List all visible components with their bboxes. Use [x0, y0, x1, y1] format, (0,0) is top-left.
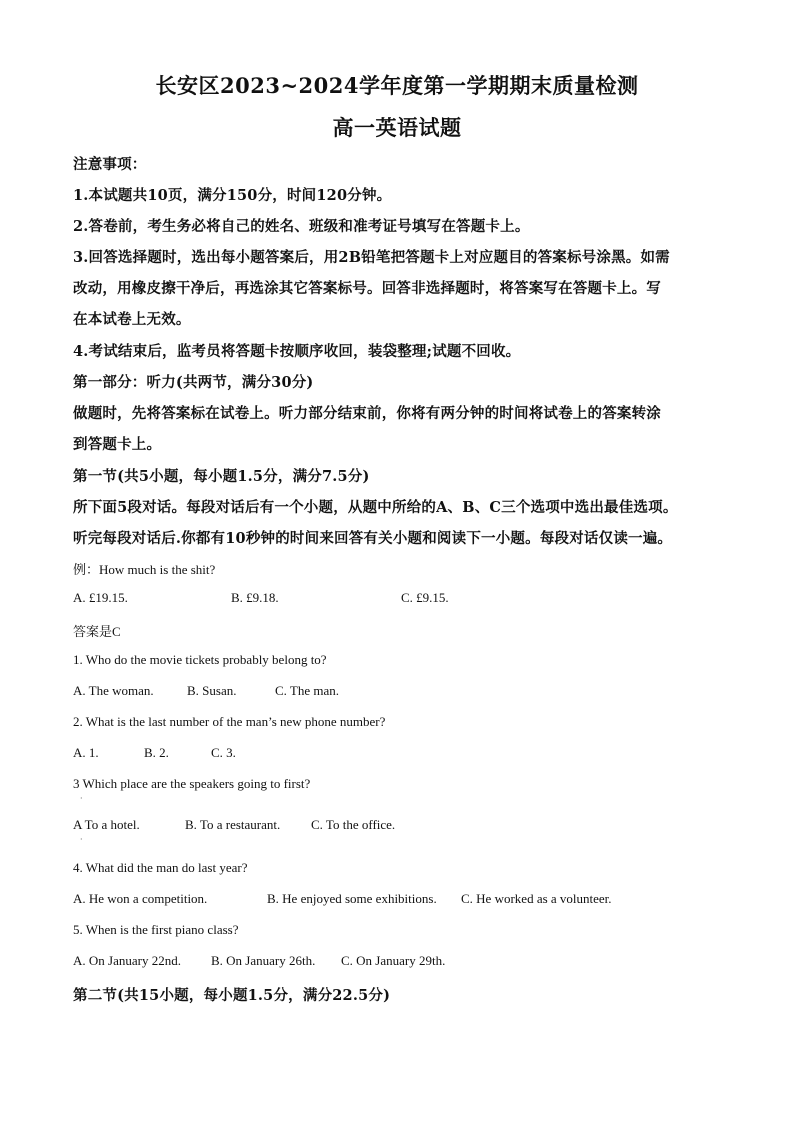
question-3-option-b: B. To a restaurant. [185, 817, 281, 832]
example-answer: 答案是C [73, 624, 121, 639]
question-2-option-c: C. 3. [211, 745, 236, 760]
question-4-option-a: A. He won a competition. [73, 891, 208, 906]
question-2-options [73, 745, 236, 761]
section1-heading: 第一节(共5小题，每小题1.5分，满分7.5分) [73, 468, 370, 485]
question-1-options [73, 683, 339, 699]
notes-item-3-line-2: 改动，用橡皮擦干净后，再选涂其它答案标号。回答非选择题时，将答案写在答题卡上。写 [73, 280, 661, 297]
notes-item-3-line-1: 3.回答选择题时，选出每小题答案后，用2B铅笔把答题卡上对应题目的答案标号涂黑。如需 [73, 249, 670, 266]
example-question: 例：How much is the shit? [73, 562, 216, 577]
section2-heading: 第二节(共15小题，每小题1.5分，满分22.5分) [73, 987, 391, 1004]
question-2-option-a: A. 1. [73, 745, 99, 760]
question-2: 2. What is the last number of the man’s new phone number? [73, 714, 386, 729]
question-4: 4. What did the man do last year? [73, 860, 248, 875]
question-5: 5. When is the first piano class? [73, 922, 239, 937]
exam-subtitle: 高一英语试题 [332, 115, 462, 140]
question-3-options [73, 817, 395, 833]
question-5-options [73, 953, 445, 969]
section1-instructions-line-1: 所下面5段对话。每段对话后有一个小题，从题中所给的A、B、C三个选项中选出最佳选项。 [73, 499, 678, 516]
example-option-a: A. £19.15. [73, 590, 128, 605]
example-option-c: C. £9.15. [401, 590, 449, 605]
notes-heading: 注意事项： [73, 156, 147, 173]
question-3-option-a: A To a hotel. [73, 817, 140, 832]
notes-item-3-line-3: 在本试卷上无效。 [73, 311, 191, 328]
question-5-option-c: C. On January 29th. [341, 953, 446, 968]
question-1-option-a: A. The woman. [73, 683, 154, 698]
part1-instructions-line-1: 做题时，先将答案标在试卷上。听力部分结束前，你将有两分钟的时间将试卷上的答案转涂 [73, 405, 661, 422]
question-1: 1. Who do the movie tickets probably belong to? [73, 652, 327, 667]
notes-item-4: 4.考试结束后，监考员将答题卡按顺序收回，装袋整理;试题不回收。 [73, 343, 521, 360]
question-5-option-a: A. On January 22nd. [73, 953, 181, 968]
part1-heading: 第一部分：听力(共两节，满分30分) [73, 374, 314, 391]
question-5-option-b: B. On January 26th. [211, 953, 316, 968]
notes-item-2: 2.答卷前，考生务必将自己的姓名、班级和准考证号填写在答题卡上。 [73, 218, 530, 235]
example-option-b: B. £9.18. [231, 590, 279, 605]
question-3-option-c: C. To the office. [311, 817, 396, 832]
question-1-option-b: B. Susan. [187, 683, 237, 698]
section1-instructions-line-2: 听完每段对话后.你都有10秒钟的时间来回答有关小题和阅读下一小题。每段对话仅读一遍。 [73, 530, 673, 547]
question-2-option-b: B. 2. [144, 745, 169, 760]
question-4-option-b: B. He enjoyed some exhibitions. [267, 891, 437, 906]
question-4-options [73, 891, 612, 907]
exam-title: 长安区2023~2024学年度第一学期期末质量检测 [155, 73, 639, 98]
question-4-option-c: C. He worked as a volunteer. [461, 891, 612, 906]
notes-item-1: 1.本试题共10页，满分150分，时间120分钟。 [73, 187, 392, 204]
scan-mark: · [80, 835, 83, 844]
question-3: 3 Which place are the speakers going to first? [73, 776, 311, 791]
scan-mark: · [80, 794, 83, 803]
example-options [73, 590, 449, 606]
part1-instructions-line-2: 到答题卡上。 [73, 436, 162, 453]
question-1-option-c: C. The man. [275, 683, 340, 698]
